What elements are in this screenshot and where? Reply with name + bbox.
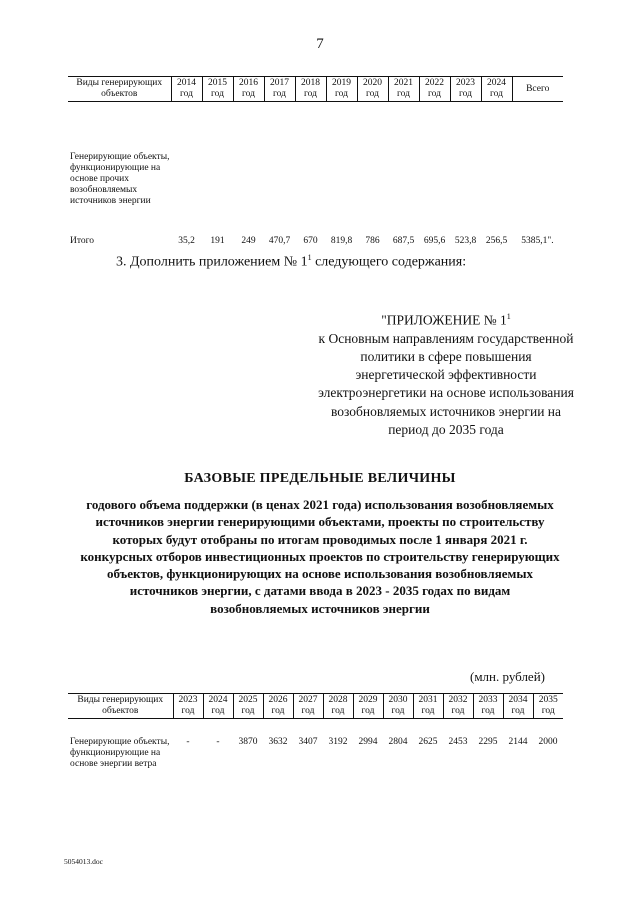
- header-year-2017: [264, 77, 295, 102]
- header-year-2030: [383, 694, 413, 719]
- table-row: [68, 102, 563, 237]
- row-label-total: Итого: [70, 236, 95, 246]
- header-year-value: 2034: [508, 695, 528, 705]
- row-total-sum: 5385,1".: [521, 236, 554, 246]
- cell-wind-2034: 2144: [508, 737, 528, 747]
- header-year-value: 2020: [363, 78, 382, 88]
- header-year-2014: [171, 77, 202, 102]
- header-year-unit: год: [428, 89, 441, 99]
- header-year-unit: год: [421, 706, 435, 716]
- cell-total-2020: 786: [365, 236, 380, 246]
- appendix-title: [316, 308, 576, 330]
- header-year-unit: год: [366, 89, 379, 99]
- header-year-unit: год: [180, 89, 193, 99]
- appendix-body: к Основным направлениям государственной политики в сфере повышения энергетической эффективности электроэнергетики на основе использования возобновляемых источников энергии на период до 2035 года: [318, 330, 574, 437]
- header-year-unit: год: [459, 89, 472, 99]
- cell-wind-2030: 2804: [388, 737, 408, 747]
- cell-wind-2032: 2453: [448, 737, 468, 747]
- header-year-value: 2016: [239, 78, 258, 88]
- header-year-value: 2035: [538, 695, 558, 705]
- row-label-other-renewables: Генерирующие объекты, функционирующие на основе прочих возобновляемых источников энергии: [70, 152, 170, 206]
- header-year-unit: год: [211, 706, 225, 716]
- amendment-text: 3. Дополнить приложением № 1: [116, 254, 308, 270]
- appendix-title-text: "ПРИЛОЖЕНИЕ № 1: [381, 312, 507, 328]
- document-subtitle: годового объема поддержки (в ценах 2021 года) использования возобновляемых источников энергии генерирующими объектами, проекты по строительству которых будут отобраны по итогам проводимых после 1 января 2021 г. конкурсных отборов инвестиционных проектов по строительству генерирующих объектов, функционирующих на основе использования возобновляемых источников энергии, с датами ввода в 2023 - 2035 годах по видам возобновляемых источников энергии: [80, 497, 560, 616]
- header-year-2032: [443, 694, 473, 719]
- footer-filename: 5054013.doc: [64, 857, 103, 866]
- header-year-unit: год: [273, 89, 286, 99]
- appendix-heading: [316, 308, 576, 439]
- header-year-unit: год: [301, 706, 315, 716]
- cell-total-2017: 470,7: [268, 236, 291, 246]
- header-year-2029: [353, 694, 383, 719]
- cell-total-2019: 819,8: [330, 236, 353, 246]
- header-year-2026: [263, 694, 293, 719]
- cell-total-2015: 191: [210, 236, 225, 246]
- header-year-2034: [503, 694, 533, 719]
- header-year-2031: [413, 694, 443, 719]
- header-year-value: 2026: [268, 695, 288, 705]
- header-year-value: 2030: [388, 695, 408, 705]
- header-year-unit: год: [361, 706, 375, 716]
- table-header-row: [68, 694, 563, 719]
- header-year-value: 2023: [178, 695, 198, 705]
- table-header-row: [68, 77, 563, 102]
- header-year-2021: [388, 77, 419, 102]
- header-year-value: 2025: [238, 695, 258, 705]
- header-type-of-objects: Виды генерирующих объектов: [68, 77, 171, 102]
- cell-wind-2024: -: [216, 737, 220, 747]
- cell-wind-2025: 3870: [238, 737, 258, 747]
- header-year-value: 2015: [208, 78, 227, 88]
- header-year-unit: год: [511, 706, 525, 716]
- header-year-value: 2014: [177, 78, 196, 88]
- cell-wind-2035: 2000: [538, 737, 558, 747]
- header-year-2016: [233, 77, 264, 102]
- amendment-text-after: следующего содержания:: [311, 254, 467, 270]
- table-row: [68, 236, 563, 247]
- document-title: БАЗОВЫЕ ПРЕДЕЛЬНЫЕ ВЕЛИЧИНЫ: [184, 471, 456, 486]
- cell-wind-2027: 3407: [298, 737, 318, 747]
- header-year-unit: год: [241, 706, 255, 716]
- cell-wind-2033: 2295: [478, 737, 498, 747]
- header-type-of-objects: Виды генерирующих объектов: [68, 694, 173, 719]
- header-year-unit: год: [397, 89, 410, 99]
- header-year-unit: год: [541, 706, 555, 716]
- table-previous-limits: [68, 76, 563, 247]
- header-year-2015: [202, 77, 233, 102]
- cell-wind-2023: -: [186, 737, 190, 747]
- cell-total-2021: 687,5: [392, 236, 415, 246]
- table-row: [68, 719, 563, 771]
- unit-label: (млн. рублей): [470, 669, 545, 684]
- header-year-unit: год: [391, 706, 405, 716]
- cell-total-2018: 670: [303, 236, 318, 246]
- header-year-value: 2022: [425, 78, 444, 88]
- header-year-2035: [533, 694, 563, 719]
- header-year-unit: год: [271, 706, 285, 716]
- header-year-value: 2017: [270, 78, 289, 88]
- header-year-value: 2021: [394, 78, 413, 88]
- header-year-value: 2033: [478, 695, 498, 705]
- header-year-2019: [326, 77, 357, 102]
- appendix-title-sup: 1: [506, 312, 511, 321]
- header-year-2018: [295, 77, 326, 102]
- cell-wind-2026: 3632: [268, 737, 288, 747]
- header-year-value: 2019: [332, 78, 351, 88]
- cell-wind-2029: 2994: [358, 737, 378, 747]
- header-year-unit: год: [335, 89, 348, 99]
- header-total: Всего: [512, 77, 563, 102]
- amendment-paragraph: [116, 253, 466, 271]
- cell-total-2014: 35,2: [178, 236, 195, 246]
- header-year-unit: год: [181, 706, 195, 716]
- header-year-unit: год: [242, 89, 255, 99]
- header-year-2033: [473, 694, 503, 719]
- header-year-value: 2028: [328, 695, 348, 705]
- header-year-2025: [233, 694, 263, 719]
- cell-wind-2031: 2625: [418, 737, 438, 747]
- header-year-value: 2024: [208, 695, 228, 705]
- cell-total-2024: 256,5: [485, 236, 508, 246]
- header-year-value: 2027: [298, 695, 318, 705]
- cell-wind-2028: 3192: [328, 737, 348, 747]
- header-year-2024: [481, 77, 512, 102]
- header-year-value: 2023: [456, 78, 475, 88]
- header-year-unit: год: [211, 89, 224, 99]
- header-year-unit: год: [451, 706, 465, 716]
- header-year-unit: год: [304, 89, 317, 99]
- header-year-unit: год: [490, 89, 503, 99]
- header-year-value: 2024: [487, 78, 506, 88]
- header-year-unit: год: [481, 706, 495, 716]
- cell-total-2022: 695,6: [423, 236, 446, 246]
- cell-total-2023: 523,8: [454, 236, 477, 246]
- header-year-2023: [173, 694, 203, 719]
- header-year-2023: [450, 77, 481, 102]
- row-label-wind: Генерирующие объекты, функционирующие на основе энергии ветра: [70, 737, 170, 769]
- header-year-value: 2018: [301, 78, 320, 88]
- page-number: 7: [316, 36, 324, 52]
- amendment-sup: 1: [307, 253, 312, 262]
- header-year-value: 2029: [358, 695, 378, 705]
- header-year-value: 2032: [448, 695, 468, 705]
- header-year-unit: год: [331, 706, 345, 716]
- header-year-2022: [419, 77, 450, 102]
- header-year-2024: [203, 694, 233, 719]
- header-year-2027: [293, 694, 323, 719]
- cell-total-2016: 249: [241, 236, 256, 246]
- header-year-2028: [323, 694, 353, 719]
- header-year-2020: [357, 77, 388, 102]
- table-base-limits: [68, 693, 563, 770]
- header-year-value: 2031: [418, 695, 438, 705]
